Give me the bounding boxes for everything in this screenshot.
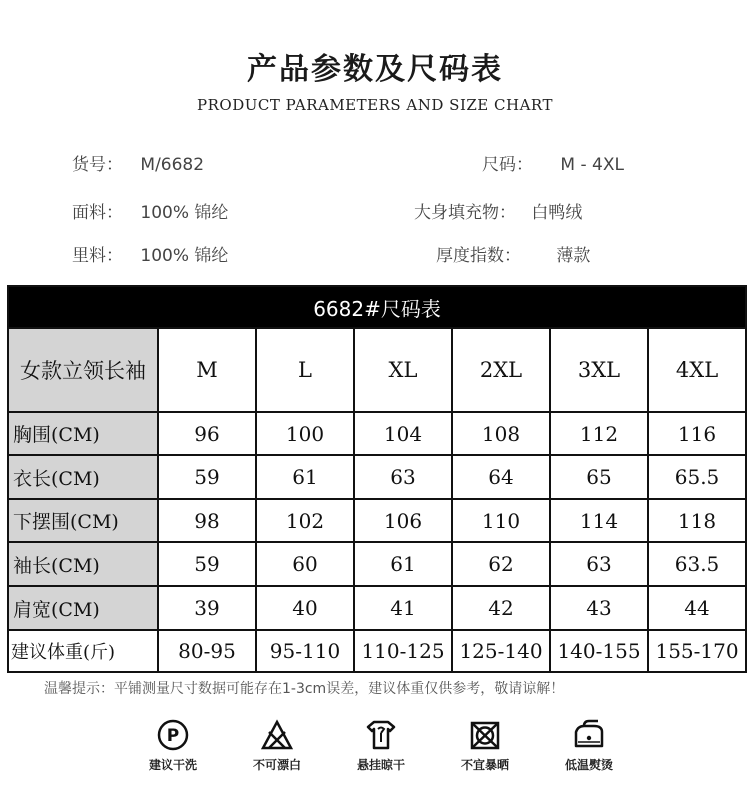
row-label: 袖长(CM) <box>8 542 158 586</box>
param-value: 薄款 <box>556 246 591 266</box>
table-cell: 95-110 <box>256 630 354 672</box>
corner-label: 女款立领长袖 <box>8 328 158 412</box>
row-label: 胸围(CM) <box>8 412 158 455</box>
table-cell: 63 <box>550 542 648 586</box>
param-value: M/6682 <box>140 155 205 175</box>
table-cell: 63 <box>354 455 452 499</box>
table-cell: 60 <box>256 542 354 586</box>
param-label: 大身填充物： <box>414 203 516 223</box>
no-bleach-icon <box>260 718 294 752</box>
table-cell: 63.5 <box>648 542 746 586</box>
table-cell: 61 <box>354 542 452 586</box>
row-label: 建议体重(斤) <box>8 630 158 672</box>
svg-text:P: P <box>166 726 180 746</box>
param-value: 100% 锦纶 <box>140 246 229 266</box>
table-row <box>8 499 746 542</box>
hang-dry-icon <box>364 718 398 752</box>
size-header: XL <box>354 328 452 412</box>
table-cell: 110-125 <box>354 630 452 672</box>
size-header: 2XL <box>452 328 550 412</box>
param-value: 白鸭绒 <box>531 203 583 223</box>
table-cell: 41 <box>354 586 452 630</box>
table-cell: 65 <box>550 455 648 499</box>
size-header: L <box>256 328 354 412</box>
table-cell: 110 <box>452 499 550 542</box>
table-cell: 112 <box>550 412 648 455</box>
param-thickness <box>436 241 590 266</box>
table-row <box>8 412 746 455</box>
table-title-row <box>8 286 746 328</box>
table-cell: 61 <box>256 455 354 499</box>
param-fabric <box>72 198 228 223</box>
table-cell: 42 <box>452 586 550 630</box>
param-filling <box>414 198 582 223</box>
param-size <box>482 150 624 175</box>
table-cell: 125-140 <box>452 630 550 672</box>
care-item-hang-dry <box>338 718 424 773</box>
table-cell: 40 <box>256 586 354 630</box>
table-cell: 65.5 <box>648 455 746 499</box>
table-cell: 64 <box>452 455 550 499</box>
table-cell: 140-155 <box>550 630 648 672</box>
care-item-dry-clean <box>130 718 216 773</box>
care-item-low-iron <box>546 718 632 773</box>
param-lining <box>72 241 228 266</box>
table-row <box>8 586 746 630</box>
care-item-no-bleach <box>234 718 320 773</box>
table-row <box>8 630 746 672</box>
table-title: 6682#尺码表 <box>8 286 746 328</box>
param-label: 里料： <box>72 246 123 266</box>
table-cell: 100 <box>256 412 354 455</box>
row-label: 肩宽(CM) <box>8 586 158 630</box>
table-cell: 98 <box>158 499 256 542</box>
table-cell: 59 <box>158 542 256 586</box>
param-item-no <box>72 150 204 175</box>
table-cell: 104 <box>354 412 452 455</box>
table-cell: 102 <box>256 499 354 542</box>
size-header-row <box>8 328 746 412</box>
param-label: 面料： <box>72 203 123 223</box>
dry-clean-icon <box>156 718 190 752</box>
table-cell: 43 <box>550 586 648 630</box>
param-label: 厚度指数： <box>436 246 521 266</box>
table-row <box>8 455 746 499</box>
table-cell: 108 <box>452 412 550 455</box>
care-item-no-sun <box>442 718 528 773</box>
param-value: 100% 锦纶 <box>140 203 229 223</box>
care-label: 不宜暴晒 <box>460 758 509 772</box>
table-cell: 106 <box>354 499 452 542</box>
page-title: 产品参数及尺码表 <box>247 52 503 87</box>
table-cell: 62 <box>452 542 550 586</box>
page-subtitle: PRODUCT PARAMETERS AND SIZE CHART <box>197 96 553 114</box>
care-label: 不可漂白 <box>252 758 301 772</box>
row-label: 衣长(CM) <box>8 455 158 499</box>
param-value: M - 4XL <box>560 155 624 175</box>
table-cell: 96 <box>158 412 256 455</box>
care-label: 低温熨烫 <box>564 758 613 772</box>
low-iron-icon <box>572 718 606 752</box>
table-row <box>8 542 746 586</box>
warm-tip: 温馨提示：平铺测量尺寸数据可能存在1-3cm误差，建议体重仅供参考，敬请谅解！ <box>44 681 565 697</box>
table-cell: 59 <box>158 455 256 499</box>
size-header: 3XL <box>550 328 648 412</box>
table-cell: 155-170 <box>648 630 746 672</box>
table-cell: 39 <box>158 586 256 630</box>
size-chart-table <box>7 285 747 673</box>
care-label: 悬挂晾干 <box>356 758 405 772</box>
table-cell: 44 <box>648 586 746 630</box>
table-cell: 116 <box>648 412 746 455</box>
table-cell: 114 <box>550 499 648 542</box>
param-label: 货号： <box>72 155 123 175</box>
no-sun-icon <box>468 718 502 752</box>
size-header: M <box>158 328 256 412</box>
row-label: 下摆围(CM) <box>8 499 158 542</box>
size-header: 4XL <box>648 328 746 412</box>
care-label: 建议干洗 <box>148 758 197 772</box>
param-label: 尺码： <box>482 155 533 175</box>
table-cell: 80-95 <box>158 630 256 672</box>
table-cell: 118 <box>648 499 746 542</box>
